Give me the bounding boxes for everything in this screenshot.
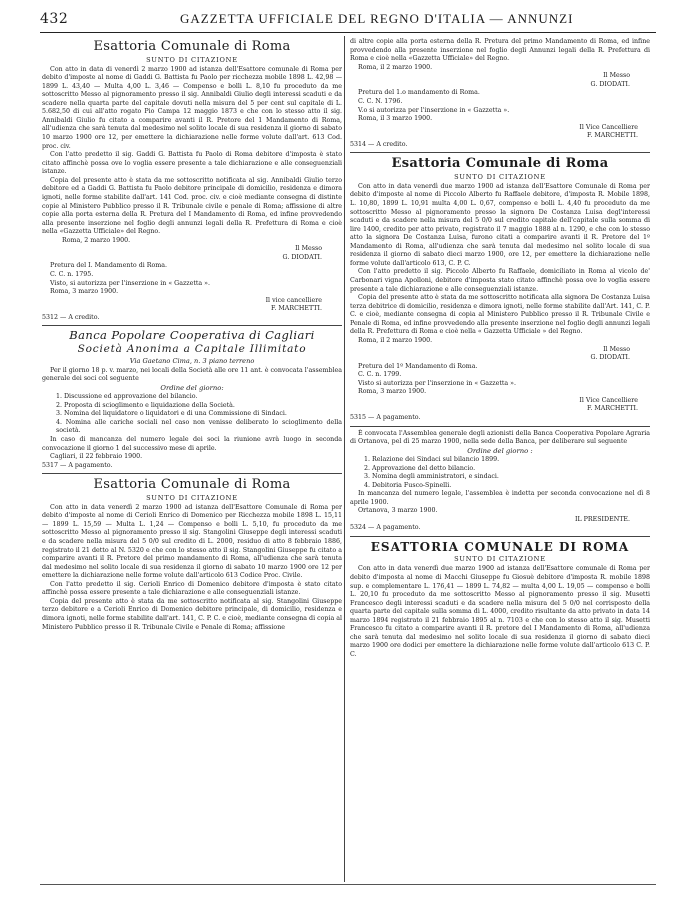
pretura-line: Pretura del I. Mandamento di Roma. xyxy=(50,262,168,270)
notice-esattoria-piccolo xyxy=(350,156,650,422)
notice-subtitle: SUNTO DI CITAZIONE xyxy=(146,55,238,64)
agenda-item: 2. Approvazione del detto bilancio. xyxy=(364,464,476,472)
page-header xyxy=(40,8,656,33)
notice-paragraph: Con atto in data di venerdì 2 marzo 1900 ad istanza dell'Esattore comunale di Roma per debito d'imposte al nome di Gaddi G. Battista fu Paolo per ricchezza mobile 1898 L. 42,98 — 1899 L. 43,40 — Multa 4,00 L. 3,46 — Compenso e bolli L. 8,10 fu proceduto da me sottoscritto Messo al pignoramento presso il sig. Annibaldi Giulio degli interessi scaduti e da scadere nella quarta parte del capitale dovuti nella misura del 5 per cent sul capitale di L. 5.682,50 di cui all'atto rogato Pio Campa 12 maggio 1873 e che con lo stesso atto il sig. Annibaldi Giulio fu citato a comparire avanti il R. Pretore del 1 Mandamento di Roma, all'udienza che sarà tenuta dal medesimo nel solito locale di sua residenza il giorno di sabato 10 marzo 1900 ore 12, per emettere la dichiarazione nelle forme volute dall'art. 613 Cod. proc. civ. xyxy=(42,65,342,150)
cancelliere-name: F. MARCHETTI. xyxy=(586,405,638,413)
messo-label: Il Messo xyxy=(295,245,322,253)
registry-number: C. C. n. 1799. xyxy=(358,371,402,379)
authorization-date: Roma, il 3 marzo 1900. xyxy=(358,115,433,123)
messo-label: Il Messo xyxy=(603,345,630,353)
notice-date: Roma, il 2 marzo 1900. xyxy=(358,336,433,344)
page-number: 432 xyxy=(40,11,69,27)
agenda-item: 2. Proposta di scioglimento e liquidazione della Società. xyxy=(56,401,235,409)
agenda-heading: Ordine del giorno : xyxy=(467,446,533,455)
notice-subtitle: Società Anonima a Capitale Illimitato xyxy=(77,343,307,356)
messo-label: Il Messo xyxy=(603,72,630,80)
authorization-line: V.o si autorizza per l'inserzione in « Gazzetta ». xyxy=(358,106,510,114)
notice-continuation xyxy=(350,38,650,149)
notice-separator xyxy=(42,325,342,326)
notice-title: ESATTORIA COMUNALE DI ROMA xyxy=(370,540,630,555)
agenda-item: 3. Nomina degli amministratori, e sindaci. xyxy=(364,473,499,481)
agenda-item: 1. Relazione dei Sindaci sul bilancio 1899. xyxy=(364,455,500,463)
messo-name: G. DIODATI. xyxy=(590,354,630,362)
notice-paragraph: In mancanza del numero legale, l'assemblea è indetta per seconda convocazione nel dì 8 aprile 1900. xyxy=(350,490,650,506)
notice-separator xyxy=(350,426,650,427)
notice-banca-ortanova xyxy=(350,430,650,533)
notice-separator xyxy=(350,536,650,537)
page-bottom-rule xyxy=(40,884,656,885)
notice-paragraph: È convocata l'Assemblea generale degli azionisti della Banca Cooperativa Popolare Agraria di Ortanova, pel dì 25 marzo 1900, nella sede della Banca, per deliberare sul seguente xyxy=(350,429,650,446)
notice-subtitle: SUNTO DI CITAZIONE xyxy=(146,493,238,502)
registry-number: C. C. N. 1796. xyxy=(358,97,403,105)
notice-paragraph: Con l'atto predetto il sig. Cerioli Enrico di Domenico debitore d'imposta è stato citato affinchè possa essere presente a tale dichiarazione e alle conseguenziali istanze. xyxy=(42,580,342,597)
registry-number: C. C. n. 1795. xyxy=(50,271,94,279)
notice-esattoria-gaddi xyxy=(42,39,342,322)
notice-separator xyxy=(42,473,342,474)
pretura-line: Pretura del 1º Mandamento di Roma. xyxy=(358,362,478,370)
notice-date: Roma, 2 marzo 1900. xyxy=(62,236,131,244)
notice-date: Cagliari, il 22 febbraio 1900. xyxy=(50,453,143,461)
messo-name: G. DIODATI. xyxy=(590,80,630,88)
notice-footer: 5312 — A credito. xyxy=(42,313,100,321)
authorization-date: Roma, 3 marzo 1900. xyxy=(50,288,119,296)
notice-paragraph: Copia del presente atto è stata da me sottoscritto notificata al sig. Annibaldi Giulio terzo debitore ed a Gaddi G. Battista fu Paolo debitore principale di domicilio, residenza e dimora ignoti, nelle forme stabilite dall'art. 141 Cod. proc. civ. e cioè mediante consegna di distinte copie al Ministero Pubblico presso il R. Tribunale civile e penale di Roma; affissione di altre copie alla porta esterna della R. Pretura del I Mandamento di Roma, ed infine provvedendo alla presente inserzione nel foglio degli annunzi legali della R. Prefettura di Roma e cioè nella «Gazzetta Ufficiale» del Regno. xyxy=(42,176,342,236)
notice-subtitle: SUNTO DI CITAZIONE xyxy=(454,172,546,181)
agenda-heading: Ordine del giorno: xyxy=(160,383,224,392)
notice-separator xyxy=(350,152,650,153)
right-column xyxy=(350,38,650,880)
cancelliere-label: Il Vice Cancelliere xyxy=(579,396,638,404)
column-divider xyxy=(344,36,345,882)
notice-date: Ortanova, 3 marzo 1900. xyxy=(358,507,438,515)
notice-footer: 5324 — A pagamento. xyxy=(350,524,421,532)
notice-paragraph: Con atto in data venerdì due marzo 1900 ad istanza dell'Esattore Comunale di Roma per debito d'imposte al nome di Piccolo Alberto fu Raffaele debitore, d'imposta R. Mobile 1898, L. 10,80, 1899 L. 10,91 multa 4,00 L. 0,67, compenso e bolli L. 4,40 fu proceduto da me sottoscritto Messo al pignoramento presso la signora De Costanza Luisa degl'interessi scaduti e da scadere nella misura del 5 0/0 sul credito capitale dell'capitale sulla somma di lire 1400, credito per atto privato, registrato il 7 maggio 1888 al n. 1290, e che con lo stesso atto la signora De Costanza Luisa, furono citati a comparire avanti il R. Pretore del 1º Mandamento di Roma, all'udienza che sarà tenuta dal medesimo nel solito locale di sua residenza il giorno di sabato dieci marzo 1900, ore 12, per emettere la dichiarazione nelle forme volute dall'articolo 613, C. P. C. xyxy=(350,182,650,267)
cancelliere-label: Il Vice Cancelliere xyxy=(579,123,638,131)
notice-esattoria-cerioli xyxy=(42,477,342,632)
notice-footer: 5317 — A pagamento. xyxy=(42,461,113,469)
pretura-line: Pretura del 1.o mandamento di Roma. xyxy=(358,89,480,97)
authorization-date: Roma, 3 marzo 1900. xyxy=(358,388,427,396)
left-column xyxy=(42,38,342,880)
notice-paragraph: Con atto in data venerdì due marzo 1900 ad istanza dell'Esattore comunale di Roma per debito d'imposta al nome di Macchi Giuseppe fu Giosuè debitore d'imposta R. mobile 1898 sup. e complementare L. 176,41 — 1899 L. 74,82 — multa 4,00 L. 19,05 — compenso e bolli L. 20,10 fu proceduto da me sottoscritto Messo al pignoramento presso il sig. Musetti Francesco degli interessi scaduti e da scadere nella misura del 5 0/0 nel corrisposto della quarta parte del capitale sulla somma di L. 4000, credito risultante da atto privato in data 14 marzo 1894 registrato il 21 febbraio 1895 al n. 7103 e che con lo stesso atto il sig. Musetti Francesco fu citato a comparire avanti il R. pretore del I Mandamento di Roma, all'udienza che sarà tenuta dal medesimo nel solito locale di sua residenza il giorno di sabato dieci marzo 1900 ore dodici per emettere la dichiarazione nelle forme volute dall'articolo 613 C. P. C. xyxy=(350,565,650,658)
agenda-item: 4. Debitoria Fusco-Spinelli. xyxy=(364,481,452,489)
notice-banca-cagliari xyxy=(42,329,342,470)
page-title: GAZZETTA UFFICIALE DEL REGNO D'ITALIA — ANNUNZI xyxy=(180,11,574,26)
agenda-item: 3. Nomina del liquidatore o liquidatori e di una Commissione di Sindaci. xyxy=(56,410,287,418)
notice-title: Esattoria Comunale di Roma xyxy=(391,156,609,172)
agenda-list xyxy=(42,393,342,436)
notice-paragraph: di altre copie alla porta esterna della R. Pretura del primo Mandamento di Roma, ed infine provvedendo alla presente inserzione nel foglio degli Annunzi legali della R. Prefettura di Roma e cioè nella «Gazzetta Ufficiale» del Regno. xyxy=(350,38,650,63)
notice-paragraph: In caso di mancanza del numero legale dei soci la riunione avrà luogo in seconda convocazione il giorno 1 del successivo mese di aprile. xyxy=(42,435,342,452)
agenda-item: 4. Nomina alle cariche sociali nel caso non venisse deliberato lo scioglimento della società. xyxy=(56,418,342,435)
notice-date: Roma, il 2 marzo 1900. xyxy=(358,63,433,71)
agenda-list xyxy=(350,456,650,490)
messo-name: G. DIODATI. xyxy=(282,253,322,261)
authorization-line: Visto, si autorizza per l'inserzione in « Gazzetta ». xyxy=(50,279,210,287)
notice-title: Esattoria Comunale di Roma xyxy=(93,39,291,54)
agenda-item: 1. Discussione ed approvazione del bilancio. xyxy=(56,393,198,401)
notice-title: Esattoria Comunale di Roma xyxy=(93,477,291,493)
notice-footer: 5314 — A credito. xyxy=(350,140,408,148)
notice-footer: 5315 — A pagamento. xyxy=(350,414,421,422)
notice-paragraph: Con atto in data venerdì 2 marzo 1900 ad istanza dell'Esattore Comunale di Roma per debito d'imposte al nome di Cerioli Enrico di Domenico per Ricchezza mobile 1898 L. 15,11 — 1899 L. 15,59 — Multa L. 1,24 — Compenso e bolli L. 5,10, fu proceduto da me sottoscritto Messo al pignoramento presso il sig. Stangolini Giuseppe degli interessi scaduti e da scadere nella misura del 5 0/0 sul credito di L. 2000, residuo di atto 8 febbraio 1886, registrato il 21 detto al N. 5320 e che con lo stesso atto il sig. Stangolini Giuseppe fu citato a comparire avanti il R. Pretore del primo mandamento di Roma, all'udienza che sarà tenuta dal medesimo nel solito locale di sua residenza il giorno di sabato 10 marzo 1900 ore 12 per emettere la dichiarazione nelle forme volute dall'articolo 613 Codice Proc. Civile. xyxy=(42,503,342,580)
notice-esattoria-macchi xyxy=(350,540,650,660)
notice-subtitle: SUNTO DI CITAZIONE xyxy=(454,555,546,564)
notice-paragraph: Copia del presente atto è stata da me sottoscritto notificata alla signora De Costanza Luisa terza debitrice di domicilio, residenza e dimora ignoti, nelle forme stabilite dall'Art. 141, C. P. C. e cioè, mediante consegna di copia al Ministero Pubblico presso il R. Tribunale Civile e Penale di Roma, ed infine provvedendo alla presente inserzione nel foglio degli annunzi legali della R. Prefettura di Roma e cioè nella « Gazzetta Ufficiale » del Regno. xyxy=(350,294,650,336)
notice-paragraph: Copia del presente atto è stata da me sottoscritto notificata al sig. Stangolini Giuseppe terzo debitore e a Cerioli Enrico di Domenico debitore principale, di domicilio, residenza e dimora ignoti, nelle forme stabilite dall'art. 141, C. P. C. e cioè, mediante consegna di copia al Ministero Pubblico presso il R. Tribunale Civile e Penale di Roma; affissione xyxy=(42,597,342,631)
notice-paragraph: Con l'atto predetto il sig. Piccolo Alberto fu Raffaele, domiciliato in Roma al vicolo de' Carbonari vigna Apolloni, debitore d'imposta stato citato affinchè possa ove lo voglia essere presente a tale dichiarazione e alle conseguenziali istanze. xyxy=(350,268,650,293)
notice-title: Banca Popolare Cooperativa di Cagliari xyxy=(69,328,315,343)
president-signature: IL PRESIDENTE. xyxy=(575,515,630,523)
cancelliere-name: F. MARCHETTI. xyxy=(270,305,322,313)
notice-address: Via Gaetano Cima, n. 3 piano terreno xyxy=(129,356,255,365)
cancelliere-label: Il vice cancelliere xyxy=(265,296,322,304)
notice-paragraph: Per il giorno 18 p. v. marzo, nei locali della Società alle ore 11 ant. è convocata l'assemblea generale dei soci col seguente xyxy=(42,366,342,383)
notice-paragraph: Con l'atto predetto il sig. Gaddi G. Battista fu Paolo di Roma debitore d'imposta è stato citato affinchè possa ove lo voglia essere presente a tale dichiarazione e alle conseguenziali istanze. xyxy=(42,151,342,176)
cancelliere-name: F. MARCHETTI. xyxy=(586,132,638,140)
authorization-line: Visto si autorizza per l'inserzione in « Gazzetta ». xyxy=(358,379,516,387)
